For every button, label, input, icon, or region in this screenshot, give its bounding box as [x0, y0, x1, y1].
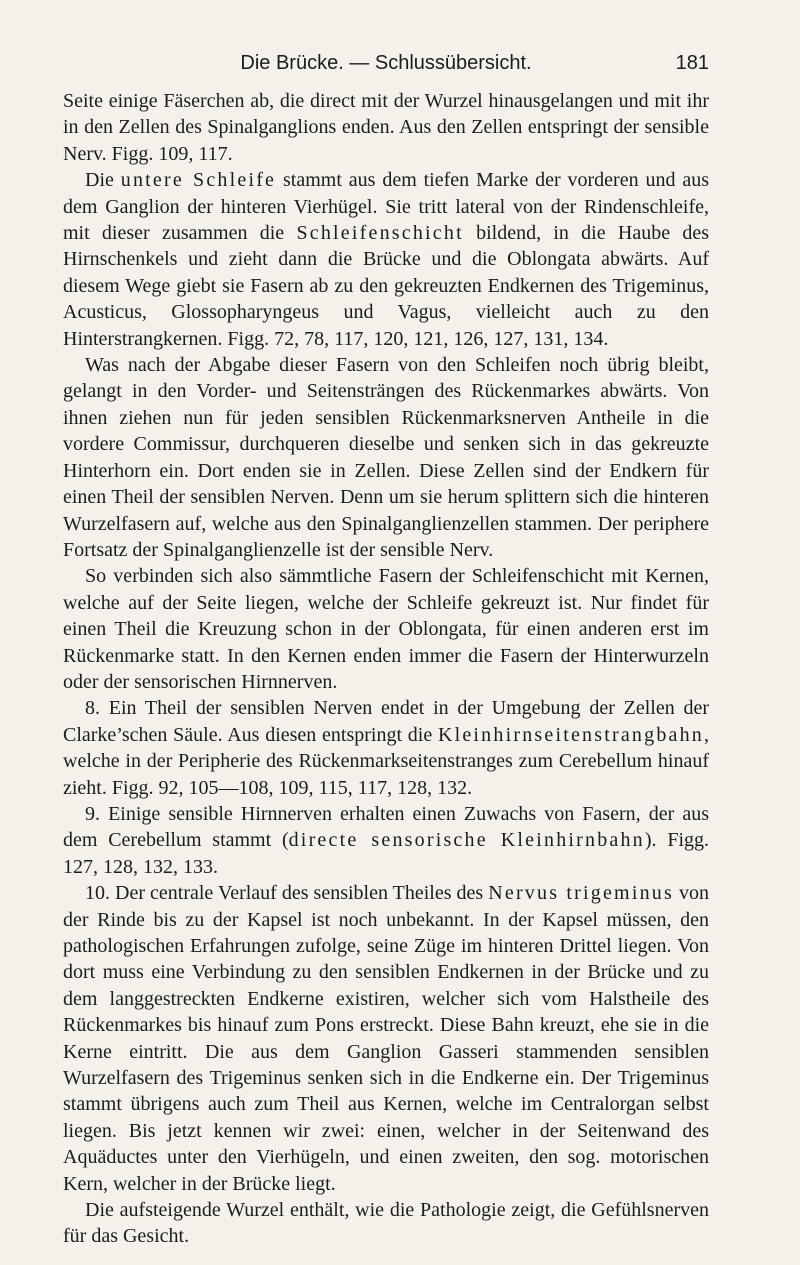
paragraph — [63, 563, 709, 695]
text-run: stammt aus dem tiefen Marke der vorderen und aus dem Ganglion der hinteren Vierhügel. Sie tritt lateral von der Rindenschleife, mit dieser zusammen die — [63, 169, 709, 245]
text-run: Was nach der Abgabe dieser Fasern von den Schleifen noch übrig bleibt, gelangt in den Vorder- und Seitensträngen des Rückenmarkes abwärts. Von ihnen ziehen nun für jeden sensiblen Rückenmarksnerven Antheile in die vordere Commissur, durchqueren dieselbe und senken sich in das gekreuzte Hinterhorn ein. Dort enden sie in Zellen. Diese Zellen sind der Endkern für einen Theil der sensiblen Nerven. Denn um sie herum splittern sich die hinteren Wurzelfasern auf, welche aus den Spinalganglienzellen stammen. Der periphere Fortsatz der Spinalganglienzelle ist der sensible Nerv. — [63, 354, 709, 561]
spaced-term: directe sensorische Kleinhirnbahn — [288, 829, 645, 852]
text-run: von der Rinde bis zu der Kapsel ist noch unbekannt. In der Kapsel müssen, den pathologischen Erfahrungen zufolge, seine Züge im hinteren Drittel liegen. Von dort muss eine Verbindung zu den sensiblen Endkernen in der Brücke und zu dem langgestreckten Endkerne existiren, welcher sich vom Halstheile des Rückenmarkes bis hinauf zum Pons erstreckt. Diese Bahn kreuzt, ehe sie in die Kerne eintritt. Die aus dem Ganglion Gasseri stammenden sensiblen Wurzelfasern des Trigeminus senken sich in die Endkerne ein. Der Trigeminus stammt übrigens auch zum Theil aus Kernen, welche im Centralorgan selbst liegen. Bis jetzt kennen wir zwei: einen, welcher in der Seitenwand des Aquäductes unter den Vierhügeln, und einen zweiten, den sog. motorischen Kern, welcher in der Brücke liegt. — [63, 882, 709, 1195]
text-run: bildend, in die Haube des Hirnschenkels und zieht dann die Brücke und die Oblongata abwärts. Auf diesem Wege giebt sie Fasern ab zu den gekreuzten Endkernen des Trigeminus, Acusticus, Glossopharyngeus und Vagus, vielleicht auch zu den Hinterstrangkernen. Figg. 72, 78, 117, 120, 121, 126, 127, 131, 134. — [63, 222, 710, 350]
text-run: Seite einige Fäserchen ab, die direct mit der Wurzel hinausgelangen und mit ihr in den Zellen des Spinalganglions enden. Aus den Zellen entspringt der sensible Nerv. Figg. 109, 117. — [63, 90, 709, 165]
spaced-term: Schleifenschicht — [296, 222, 464, 245]
running-title: Die Brücke. — Schlussübersicht. — [240, 52, 532, 74]
text-run: 9. Einige sensible Hirnnerven erhalten einen Zuwachs von Fasern, der aus dem Cerebellum stammt ( — [63, 802, 709, 852]
text-run: ). Figg. 127, 128, 132, 133. — [63, 829, 710, 878]
paragraph — [63, 801, 709, 880]
paragraph — [63, 1197, 709, 1250]
spaced-term: Kleinhirnseitenstrangbahn — [437, 723, 704, 746]
body-text — [63, 88, 709, 1250]
page-number: 181 — [675, 52, 709, 74]
text-run: Die — [85, 169, 121, 192]
text-run: Die aufsteigende Wurzel enthält, wie die Pathologie zeigt, die Gefühlsnerven für das Gesicht. — [63, 1199, 709, 1248]
spaced-term: untere Schleife — [120, 169, 277, 192]
paragraph — [63, 352, 709, 563]
running-head — [63, 48, 709, 82]
paragraph — [63, 880, 709, 1197]
text-run: , welche in der Peripherie des Rückenmarkseitenstranges zum Cerebellum hinauf zieht. Figg. 92, 105—108, 109, 115, 117, 128, 132. — [63, 723, 709, 799]
paragraph — [63, 88, 709, 167]
paragraph — [63, 167, 709, 352]
paragraph — [63, 695, 709, 801]
text-run: So verbinden sich also sämmtliche Fasern der Schleifenschicht mit Kernen, welche auf der Seite liegen, welche der Schleife gekreuzt ist. Nur findet für einen Theil die Kreuzung schon in der Oblongata, für einen anderen erst im Rückenmarke statt. In den Kernen enden immer die Fasern der Hinterwurzeln oder der sensorischen Hirnnerven. — [63, 565, 709, 693]
spaced-term: Nervus trigeminus — [488, 882, 674, 905]
text-run: 8. Ein Theil der sensiblen Nerven endet in der Umgebung der Zellen der Clarke’schen Säule. Aus diesen entspringt die — [63, 697, 709, 746]
text-run: 10. Der centrale Verlauf des sensiblen Theiles des — [85, 882, 489, 905]
